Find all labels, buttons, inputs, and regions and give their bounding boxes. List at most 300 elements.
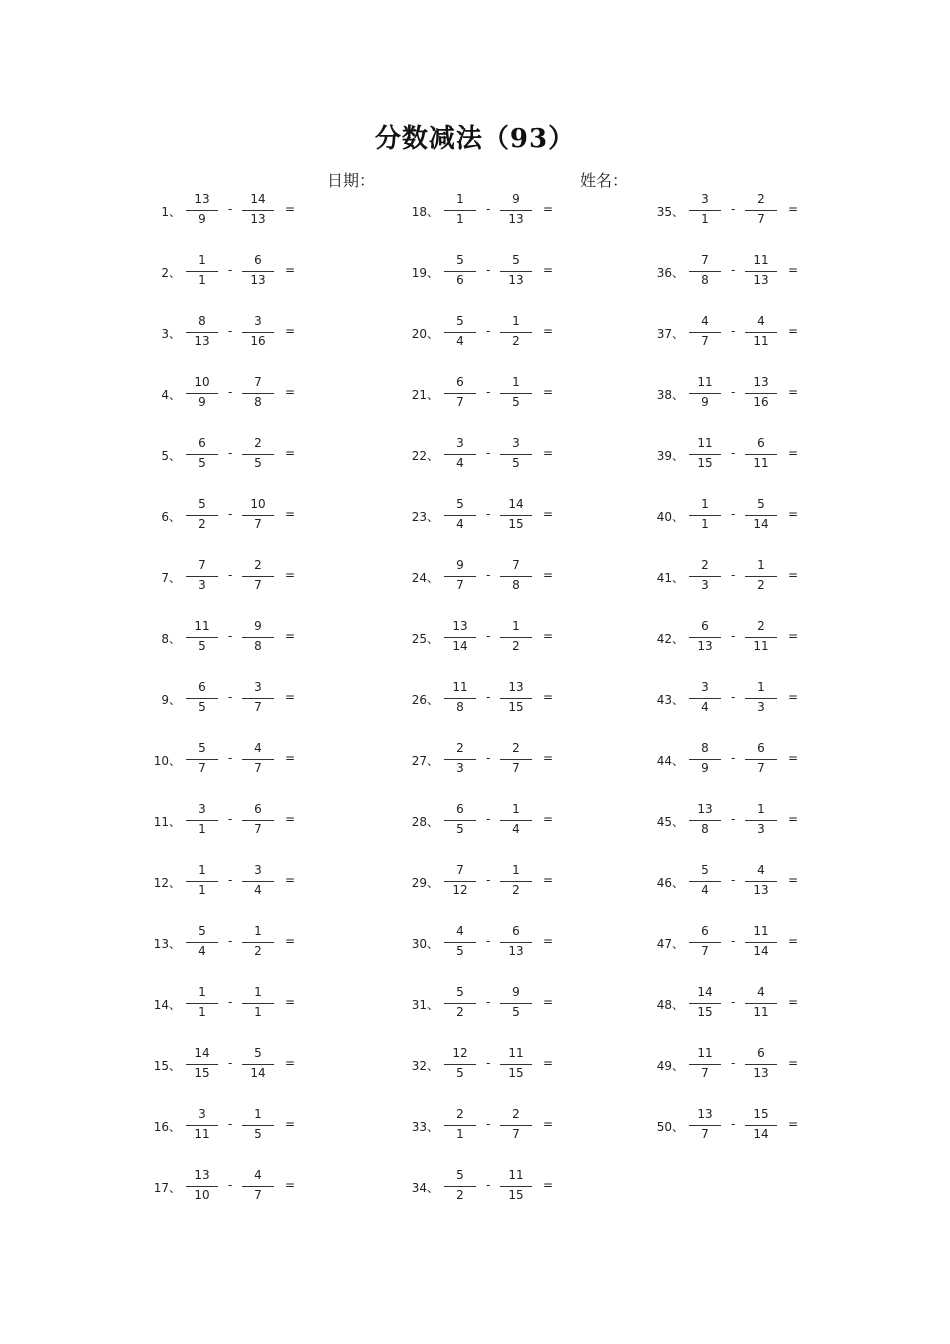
numerator: 13 <box>194 192 210 206</box>
fraction-bar <box>444 698 476 699</box>
denominator: 1 <box>198 822 206 836</box>
numerator: 1 <box>254 985 262 999</box>
fraction-bar <box>444 271 476 272</box>
problem-number: 40、 <box>656 510 684 524</box>
problem-number: 8、 <box>161 632 181 646</box>
problem-item <box>403 557 643 597</box>
problem-item <box>145 1045 385 1085</box>
fraction-b <box>241 313 275 353</box>
problem-number: 41、 <box>656 571 684 585</box>
fraction-b <box>241 801 275 841</box>
denominator: 14 <box>753 1127 769 1141</box>
fraction-b <box>744 1106 778 1146</box>
fraction-a <box>443 679 477 719</box>
fraction-bar <box>745 881 777 882</box>
minus-sign: - <box>486 446 491 460</box>
numerator: 11 <box>697 1046 713 1060</box>
fraction-a <box>185 618 219 658</box>
fraction-b <box>499 740 533 780</box>
equals-sign: = <box>285 873 296 887</box>
fraction-b <box>499 496 533 536</box>
equals-sign: = <box>285 324 296 338</box>
numerator: 11 <box>508 1046 524 1060</box>
minus-sign: - <box>731 629 736 643</box>
fraction-a <box>185 1045 219 1085</box>
equals-sign: = <box>788 995 799 1009</box>
denominator: 7 <box>456 395 464 409</box>
denominator: 7 <box>701 944 709 958</box>
problem-number: 15、 <box>153 1059 181 1073</box>
fraction-bar <box>689 698 721 699</box>
equals-sign: = <box>285 385 296 399</box>
fraction-a <box>688 984 722 1024</box>
equals-sign: = <box>543 324 554 338</box>
denominator: 14 <box>753 517 769 531</box>
problem-number: 39、 <box>656 449 684 463</box>
numerator: 5 <box>701 863 709 877</box>
equals-sign: = <box>543 812 554 826</box>
denominator: 5 <box>198 639 206 653</box>
denominator: 5 <box>456 822 464 836</box>
numerator: 9 <box>512 985 520 999</box>
fraction-b <box>499 801 533 841</box>
fraction-bar <box>186 271 218 272</box>
numerator: 6 <box>757 1046 765 1060</box>
denominator: 7 <box>512 1127 520 1141</box>
numerator: 12 <box>452 1046 468 1060</box>
numerator: 13 <box>697 1107 713 1121</box>
problem-number: 10、 <box>153 754 181 768</box>
minus-sign: - <box>228 995 233 1009</box>
numerator: 6 <box>198 436 206 450</box>
problem-item <box>648 862 888 902</box>
denominator: 8 <box>701 273 709 287</box>
denominator: 5 <box>198 700 206 714</box>
fraction-bar <box>242 759 274 760</box>
equals-sign: = <box>285 1056 296 1070</box>
equals-sign: = <box>788 446 799 460</box>
fraction-bar <box>186 515 218 516</box>
fraction-b <box>499 862 533 902</box>
numerator: 13 <box>194 1168 210 1182</box>
numerator: 6 <box>456 375 464 389</box>
equals-sign: = <box>543 995 554 1009</box>
fraction-bar <box>500 515 532 516</box>
fraction-b <box>499 1167 533 1207</box>
minus-sign: - <box>228 202 233 216</box>
fraction-b <box>241 618 275 658</box>
fraction-bar <box>186 454 218 455</box>
denominator: 14 <box>452 639 468 653</box>
fraction-b <box>241 862 275 902</box>
fraction-bar <box>242 332 274 333</box>
problem-number: 50、 <box>656 1120 684 1134</box>
problem-number: 27、 <box>411 754 439 768</box>
denominator: 8 <box>254 395 262 409</box>
minus-sign: - <box>486 263 491 277</box>
numerator: 14 <box>250 192 266 206</box>
numerator: 6 <box>701 924 709 938</box>
fraction-a <box>688 923 722 963</box>
fraction-bar <box>500 698 532 699</box>
denominator: 15 <box>194 1066 210 1080</box>
fraction-b <box>499 679 533 719</box>
minus-sign: - <box>731 202 736 216</box>
numerator: 3 <box>254 680 262 694</box>
fraction-bar <box>242 1125 274 1126</box>
fraction-bar <box>186 820 218 821</box>
numerator: 1 <box>757 680 765 694</box>
fraction-bar <box>444 576 476 577</box>
fraction-a <box>688 557 722 597</box>
fraction-a <box>443 862 477 902</box>
denominator: 4 <box>701 883 709 897</box>
minus-sign: - <box>228 629 233 643</box>
fraction-bar <box>242 637 274 638</box>
fraction-bar <box>689 759 721 760</box>
fraction-a <box>185 496 219 536</box>
problem-item <box>648 313 888 353</box>
minus-sign: - <box>228 690 233 704</box>
fraction-a <box>688 252 722 292</box>
problem-item <box>403 191 643 231</box>
numerator: 2 <box>456 741 464 755</box>
denominator: 3 <box>701 578 709 592</box>
fraction-bar <box>500 1064 532 1065</box>
equals-sign: = <box>788 1117 799 1131</box>
fraction-a <box>443 435 477 475</box>
fraction-bar <box>186 942 218 943</box>
denominator: 5 <box>198 456 206 470</box>
problem-number: 7、 <box>161 571 181 585</box>
numerator: 2 <box>512 741 520 755</box>
equals-sign: = <box>788 385 799 399</box>
problem-item <box>648 496 888 536</box>
problem-number: 12、 <box>153 876 181 890</box>
fraction-bar <box>500 576 532 577</box>
minus-sign: - <box>731 263 736 277</box>
problem-item <box>145 923 385 963</box>
problem-number: 5、 <box>161 449 181 463</box>
minus-sign: - <box>486 507 491 521</box>
equals-sign: = <box>543 873 554 887</box>
fraction-bar <box>242 1064 274 1065</box>
denominator: 2 <box>254 944 262 958</box>
fraction-b <box>744 557 778 597</box>
fraction-b <box>499 557 533 597</box>
fraction-a <box>185 923 219 963</box>
minus-sign: - <box>228 934 233 948</box>
minus-sign: - <box>228 263 233 277</box>
denominator: 8 <box>456 700 464 714</box>
numerator: 13 <box>452 619 468 633</box>
equals-sign: = <box>543 446 554 460</box>
problem-item <box>145 191 385 231</box>
fraction-a <box>443 191 477 231</box>
equals-sign: = <box>543 690 554 704</box>
problem-item <box>648 679 888 719</box>
fraction-b <box>744 740 778 780</box>
fraction-bar <box>689 1003 721 1004</box>
denominator: 11 <box>194 1127 210 1141</box>
numerator: 9 <box>512 192 520 206</box>
fraction-bar <box>500 759 532 760</box>
denominator: 6 <box>456 273 464 287</box>
minus-sign: - <box>486 1178 491 1192</box>
problem-item <box>403 862 643 902</box>
equals-sign: = <box>788 751 799 765</box>
problem-number: 38、 <box>656 388 684 402</box>
numerator: 15 <box>753 1107 769 1121</box>
denominator: 13 <box>508 273 524 287</box>
minus-sign: - <box>486 873 491 887</box>
problem-item <box>648 984 888 1024</box>
denominator: 13 <box>508 212 524 226</box>
denominator: 10 <box>194 1188 210 1202</box>
problem-item <box>403 923 643 963</box>
denominator: 7 <box>254 822 262 836</box>
numerator: 3 <box>198 1107 206 1121</box>
problem-number: 46、 <box>656 876 684 890</box>
problem-number: 2、 <box>161 266 181 280</box>
fraction-bar <box>186 1186 218 1187</box>
fraction-b <box>241 191 275 231</box>
equals-sign: = <box>543 1178 554 1192</box>
minus-sign: - <box>228 385 233 399</box>
minus-sign: - <box>486 812 491 826</box>
fraction-a <box>688 862 722 902</box>
fraction-b <box>499 984 533 1024</box>
fraction-bar <box>444 942 476 943</box>
problem-item <box>145 435 385 475</box>
fraction-a <box>185 1106 219 1146</box>
denominator: 5 <box>512 395 520 409</box>
fraction-b <box>241 923 275 963</box>
minus-sign: - <box>486 690 491 704</box>
problem-number: 22、 <box>411 449 439 463</box>
fraction-bar <box>745 515 777 516</box>
problem-number: 33、 <box>411 1120 439 1134</box>
denominator: 11 <box>753 334 769 348</box>
numerator: 9 <box>456 558 464 572</box>
problem-item <box>145 1106 385 1146</box>
numerator: 6 <box>254 253 262 267</box>
denominator: 7 <box>757 212 765 226</box>
denominator: 7 <box>254 517 262 531</box>
minus-sign: - <box>731 1117 736 1131</box>
denominator: 3 <box>456 761 464 775</box>
denominator: 13 <box>250 273 266 287</box>
problem-item <box>648 374 888 414</box>
problem-item <box>145 801 385 841</box>
denominator: 15 <box>508 1188 524 1202</box>
fraction-bar <box>444 454 476 455</box>
fraction-bar <box>689 454 721 455</box>
equals-sign: = <box>543 751 554 765</box>
denominator: 4 <box>456 517 464 531</box>
problem-item <box>145 679 385 719</box>
equals-sign: = <box>543 385 554 399</box>
fraction-bar <box>500 1125 532 1126</box>
problem-number: 49、 <box>656 1059 684 1073</box>
numerator: 2 <box>757 619 765 633</box>
denominator: 2 <box>456 1188 464 1202</box>
fraction-bar <box>242 1186 274 1187</box>
problem-number: 29、 <box>411 876 439 890</box>
equals-sign: = <box>788 202 799 216</box>
denominator: 16 <box>753 395 769 409</box>
denominator: 2 <box>757 578 765 592</box>
fraction-bar <box>242 1003 274 1004</box>
fraction-bar <box>689 942 721 943</box>
fraction-bar <box>186 698 218 699</box>
numerator: 3 <box>254 314 262 328</box>
numerator: 11 <box>452 680 468 694</box>
denominator: 2 <box>512 639 520 653</box>
fraction-a <box>688 313 722 353</box>
fraction-a <box>688 374 722 414</box>
denominator: 2 <box>512 334 520 348</box>
numerator: 13 <box>508 680 524 694</box>
denominator: 1 <box>198 1005 206 1019</box>
fraction-a <box>688 679 722 719</box>
fraction-bar <box>689 576 721 577</box>
equals-sign: = <box>788 568 799 582</box>
denominator: 7 <box>701 334 709 348</box>
equals-sign: = <box>285 263 296 277</box>
equals-sign: = <box>285 507 296 521</box>
denominator: 5 <box>456 1066 464 1080</box>
minus-sign: - <box>486 751 491 765</box>
fraction-bar <box>242 515 274 516</box>
fraction-bar <box>186 881 218 882</box>
fraction-bar <box>242 820 274 821</box>
fraction-a <box>688 618 722 658</box>
numerator: 14 <box>194 1046 210 1060</box>
problem-number: 34、 <box>411 1181 439 1195</box>
minus-sign: - <box>731 690 736 704</box>
fraction-bar <box>444 1003 476 1004</box>
equals-sign: = <box>543 568 554 582</box>
denominator: 11 <box>753 1005 769 1019</box>
denominator: 1 <box>456 1127 464 1141</box>
numerator: 10 <box>194 375 210 389</box>
denominator: 1 <box>456 212 464 226</box>
fraction-bar <box>242 454 274 455</box>
denominator: 1 <box>198 883 206 897</box>
problem-item <box>648 1045 888 1085</box>
fraction-bar <box>689 637 721 638</box>
fraction-a <box>688 1106 722 1146</box>
numerator: 6 <box>512 924 520 938</box>
denominator: 13 <box>508 944 524 958</box>
equals-sign: = <box>285 629 296 643</box>
denominator: 4 <box>512 822 520 836</box>
fraction-a <box>443 984 477 1024</box>
numerator: 2 <box>512 1107 520 1121</box>
problem-number: 35、 <box>656 205 684 219</box>
fraction-bar <box>444 759 476 760</box>
minus-sign: - <box>486 629 491 643</box>
numerator: 4 <box>757 314 765 328</box>
fraction-a <box>688 435 722 475</box>
minus-sign: - <box>228 1117 233 1131</box>
problem-item <box>403 618 643 658</box>
problem-number: 32、 <box>411 1059 439 1073</box>
numerator: 5 <box>198 741 206 755</box>
fraction-bar <box>745 393 777 394</box>
numerator: 2 <box>254 436 262 450</box>
fraction-b <box>744 435 778 475</box>
fraction-a <box>443 557 477 597</box>
minus-sign: - <box>486 324 491 338</box>
denominator: 8 <box>512 578 520 592</box>
fraction-a <box>443 1106 477 1146</box>
fraction-a <box>185 252 219 292</box>
fraction-b <box>744 496 778 536</box>
denominator: 13 <box>753 1066 769 1080</box>
denominator: 5 <box>254 1127 262 1141</box>
fraction-bar <box>242 942 274 943</box>
minus-sign: - <box>486 995 491 1009</box>
problem-item <box>145 374 385 414</box>
problem-number: 3、 <box>161 327 181 341</box>
numerator: 3 <box>701 192 709 206</box>
problem-item <box>145 313 385 353</box>
numerator: 7 <box>512 558 520 572</box>
numerator: 4 <box>701 314 709 328</box>
equals-sign: = <box>285 995 296 1009</box>
denominator: 3 <box>757 700 765 714</box>
problem-item <box>145 984 385 1024</box>
fraction-b <box>499 435 533 475</box>
fraction-bar <box>186 393 218 394</box>
numerator: 11 <box>753 253 769 267</box>
fraction-b <box>744 374 778 414</box>
equals-sign: = <box>543 629 554 643</box>
denominator: 11 <box>753 639 769 653</box>
problem-item <box>403 496 643 536</box>
fraction-bar <box>500 332 532 333</box>
equals-sign: = <box>285 751 296 765</box>
equals-sign: = <box>285 202 296 216</box>
numerator: 5 <box>456 314 464 328</box>
fraction-bar <box>745 942 777 943</box>
numerator: 5 <box>198 497 206 511</box>
minus-sign: - <box>228 751 233 765</box>
fraction-b <box>241 740 275 780</box>
fraction-a <box>443 740 477 780</box>
fraction-bar <box>745 759 777 760</box>
fraction-a <box>185 740 219 780</box>
denominator: 13 <box>250 212 266 226</box>
fraction-bar <box>745 271 777 272</box>
denominator: 1 <box>701 212 709 226</box>
problem-item <box>403 679 643 719</box>
fraction-a <box>185 984 219 1024</box>
problem-number: 43、 <box>656 693 684 707</box>
denominator: 3 <box>198 578 206 592</box>
name-label: 姓名： <box>580 171 629 190</box>
numerator: 7 <box>254 375 262 389</box>
minus-sign: - <box>486 934 491 948</box>
numerator: 3 <box>512 436 520 450</box>
problem-number: 4、 <box>161 388 181 402</box>
denominator: 7 <box>254 700 262 714</box>
fraction-bar <box>444 1125 476 1126</box>
numerator: 1 <box>198 863 206 877</box>
minus-sign: - <box>486 1056 491 1070</box>
